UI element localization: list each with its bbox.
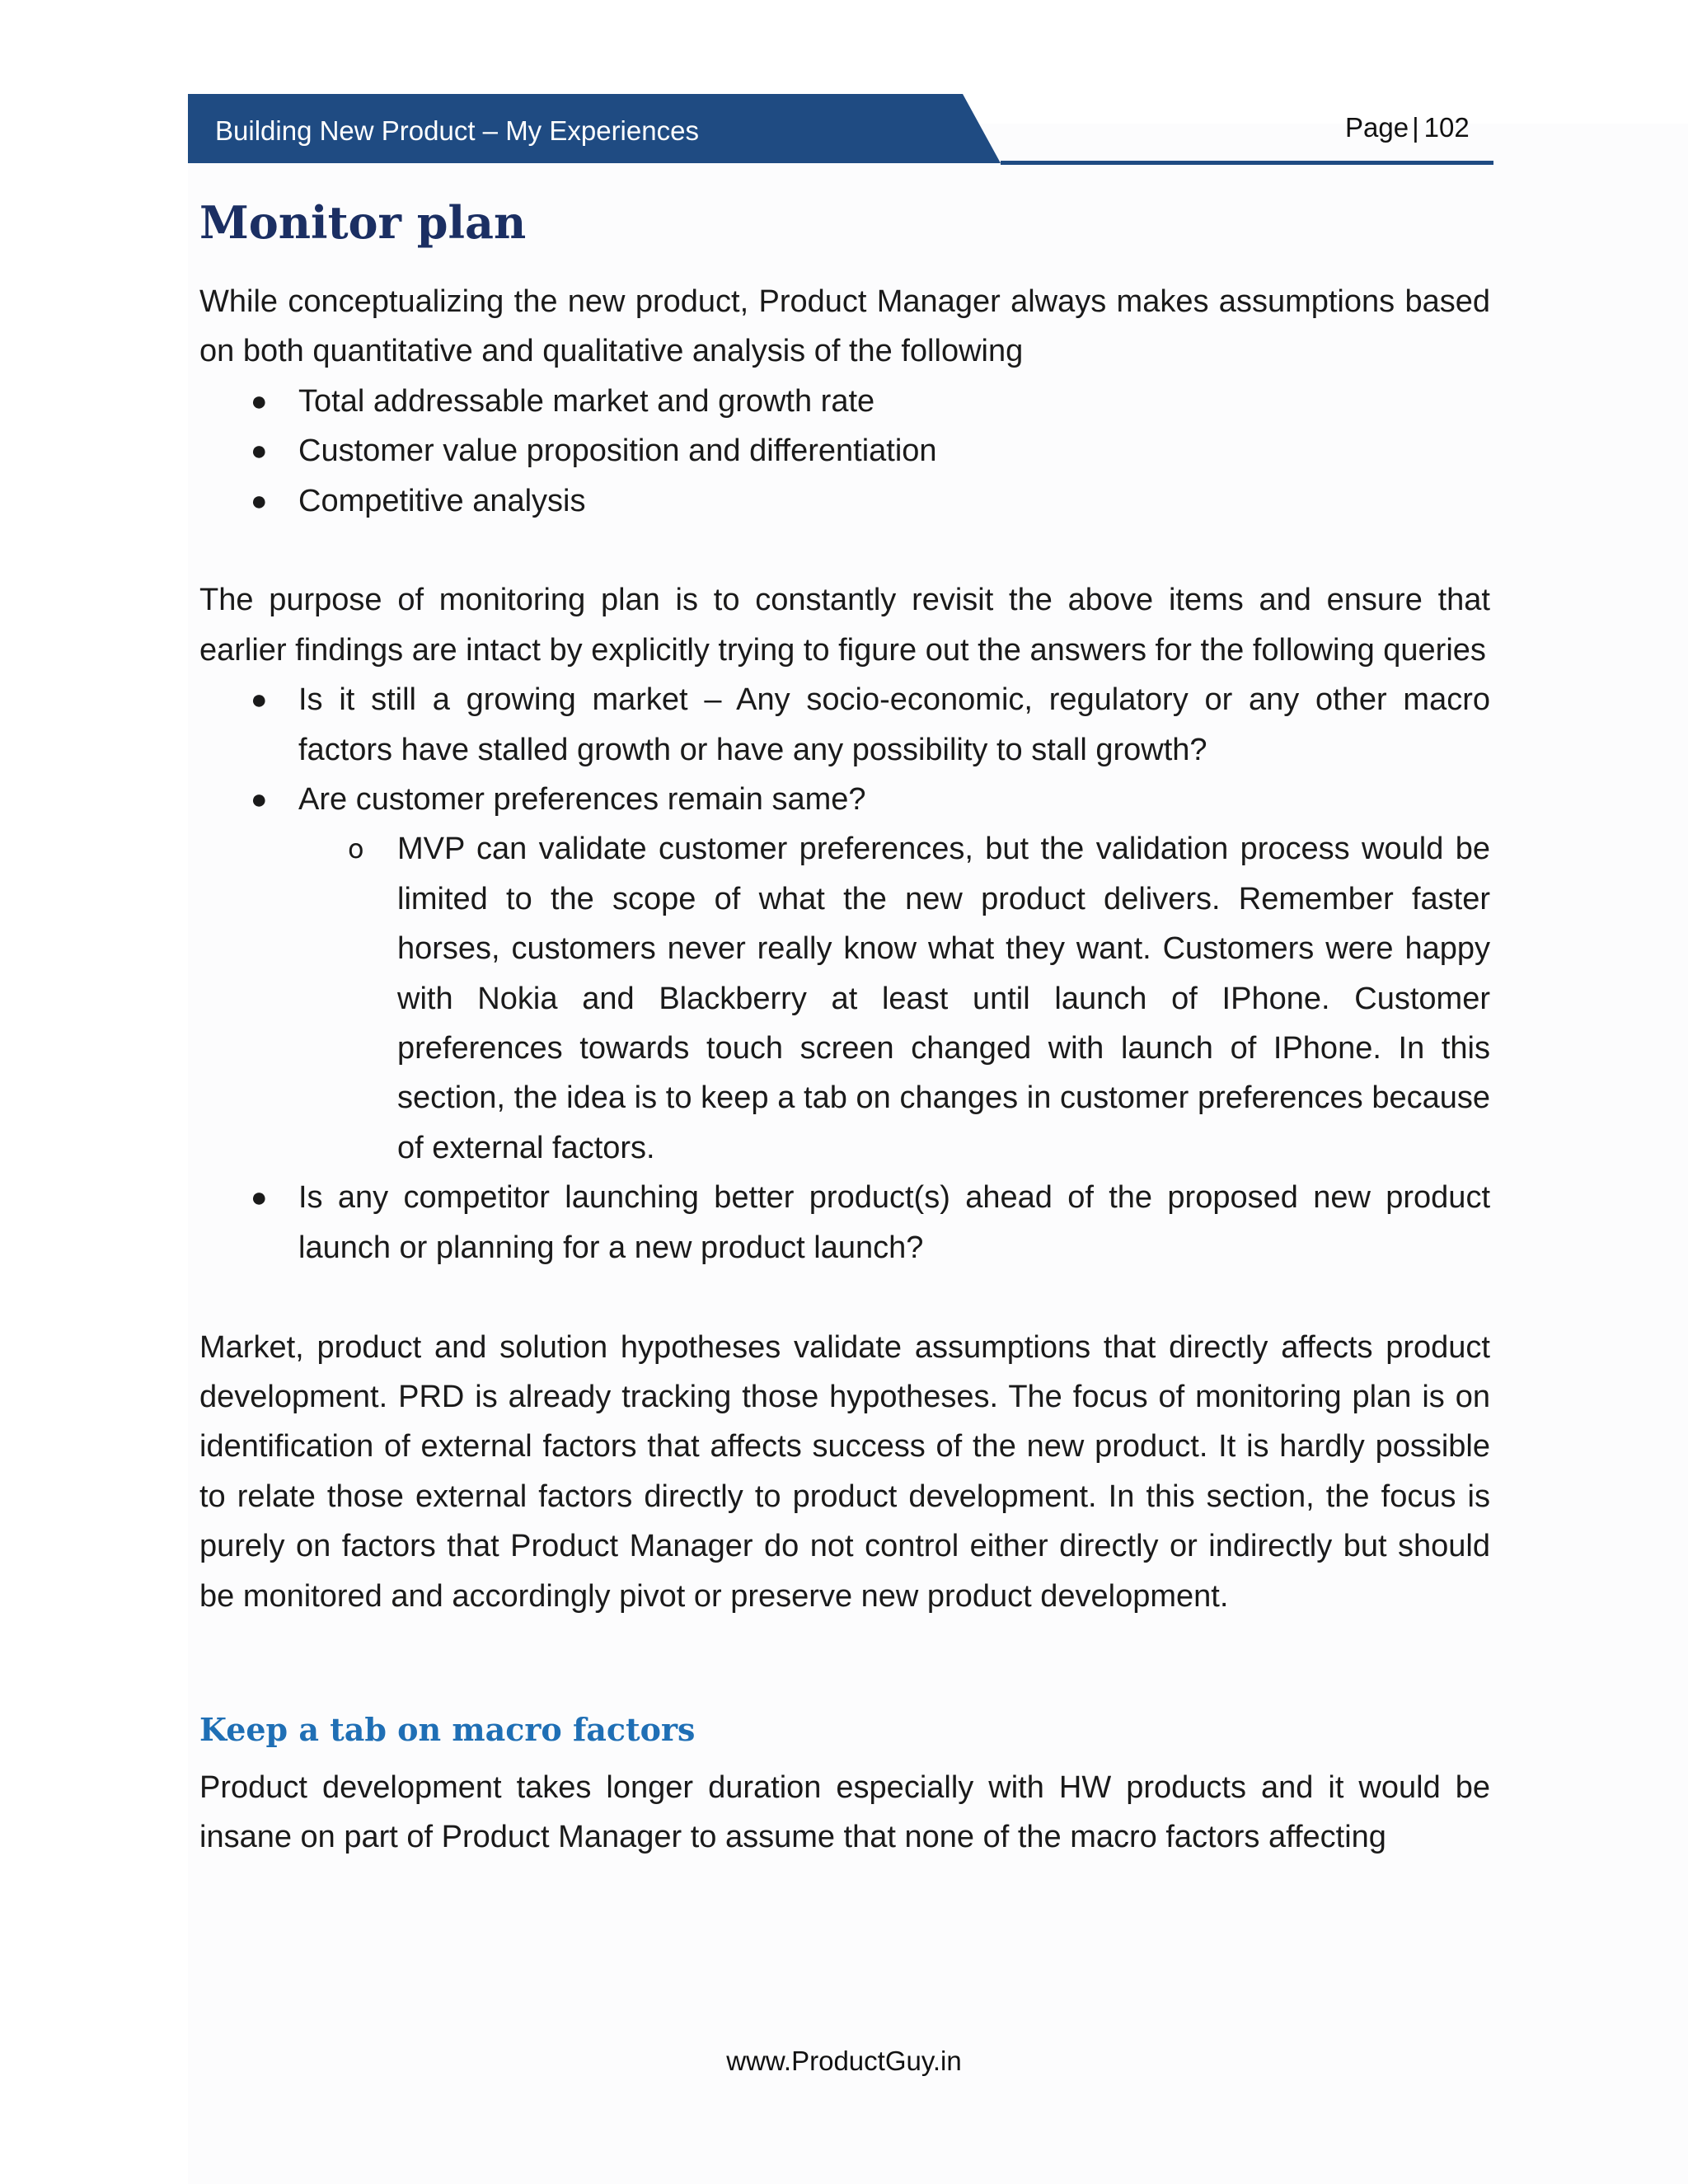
page-number: 102 xyxy=(1423,112,1470,143)
hypotheses-paragraph: Market, product and solution hypotheses validate assumptions that directly affects product development. PRD is already tracking those hypotheses. The focus of monitoring plan is on identification of external factors that affects success of the new product. It is hardly possible to relate those external factors directly to product development. In this section, the focus is purely on factors that Product Manager do not control either directly or indirectly but should be monitored and accordingly pivot or preserve new product development. xyxy=(199,1329,1490,1614)
footer-url: www.ProductGuy.in xyxy=(726,2046,962,2076)
intro-paragraph: While conceptualizing the new product, Product Manager always makes assumptions based on both quantitative and qualitative analysis of the following xyxy=(199,284,1490,369)
list-item: ● Is it still a growing market – Any socio-economic, regulatory or any other macro factors have stalled growth or have any possibility to stall growth? xyxy=(298,675,1490,775)
bullet-icon: ● xyxy=(251,385,268,417)
bullet-icon: ● xyxy=(251,1182,268,1214)
page-number-label xyxy=(1345,112,1470,143)
list-item: ● Customer value proposition and differentiation xyxy=(298,426,1490,476)
page-word: Page xyxy=(1345,112,1409,143)
bullet-icon: ● xyxy=(251,784,268,816)
subsection-heading: Keep a tab on macro factors xyxy=(199,1710,696,1748)
list-item: ● Are customer preferences remain same? o MVP can validate customer preferences, but the validation process would be limited to the scope of what the new product delivers. Remember faster horses, customers never really know what they want. Customers were happy with Nokia and Blackberry at least until launch of IPhone. Customer preferences towards touch screen changed with launch of IPhone. In this section, the idea is to keep a tab on changes in customer preferences because of external factors. xyxy=(298,775,1490,1173)
bullet-icon: ● xyxy=(251,485,268,517)
sub-list xyxy=(298,824,1490,1173)
queries-list xyxy=(199,675,1490,1272)
list-item: ● Is any competitor launching better product(s) ahead of the proposed new product launch or planning for a new product launch? xyxy=(298,1173,1490,1272)
bullet-icon: ● xyxy=(251,684,268,716)
page-separator: | xyxy=(1412,112,1419,143)
section-title: Monitor plan xyxy=(199,196,527,249)
analysis-list xyxy=(199,377,1490,526)
list-item: ● Competitive analysis xyxy=(298,476,1490,526)
hollow-bullet-icon: o xyxy=(348,833,364,865)
subsection-paragraph: Product development takes longer duration especially with HW products and it would be insane on part of Product Manager to assume that none of the macro factors affecting xyxy=(199,1769,1490,1855)
page-content xyxy=(199,190,1490,1863)
bullet-icon: ● xyxy=(251,435,268,467)
purpose-paragraph: The purpose of monitoring plan is to constantly revisit the above items and ensure that earlier findings are intact by explicitly trying to figure out the answers for the following queries xyxy=(199,583,1490,668)
page-header xyxy=(188,94,1493,166)
list-item: ● Total addressable market and growth rate xyxy=(298,377,1490,426)
running-header-title: Building New Product – My Experiences xyxy=(215,115,699,146)
sub-list-item: o MVP can validate customer preferences, but the validation process would be limited to the scope of what the new product delivers. Remember faster horses, customers never really know what they want. Customers were happy with Nokia and Blackberry at least until launch of IPhone. Customer preferences towards touch screen changed with launch of IPhone. In this section, the idea is to keep a tab on changes in customer preferences because of external factors. xyxy=(397,824,1490,1173)
